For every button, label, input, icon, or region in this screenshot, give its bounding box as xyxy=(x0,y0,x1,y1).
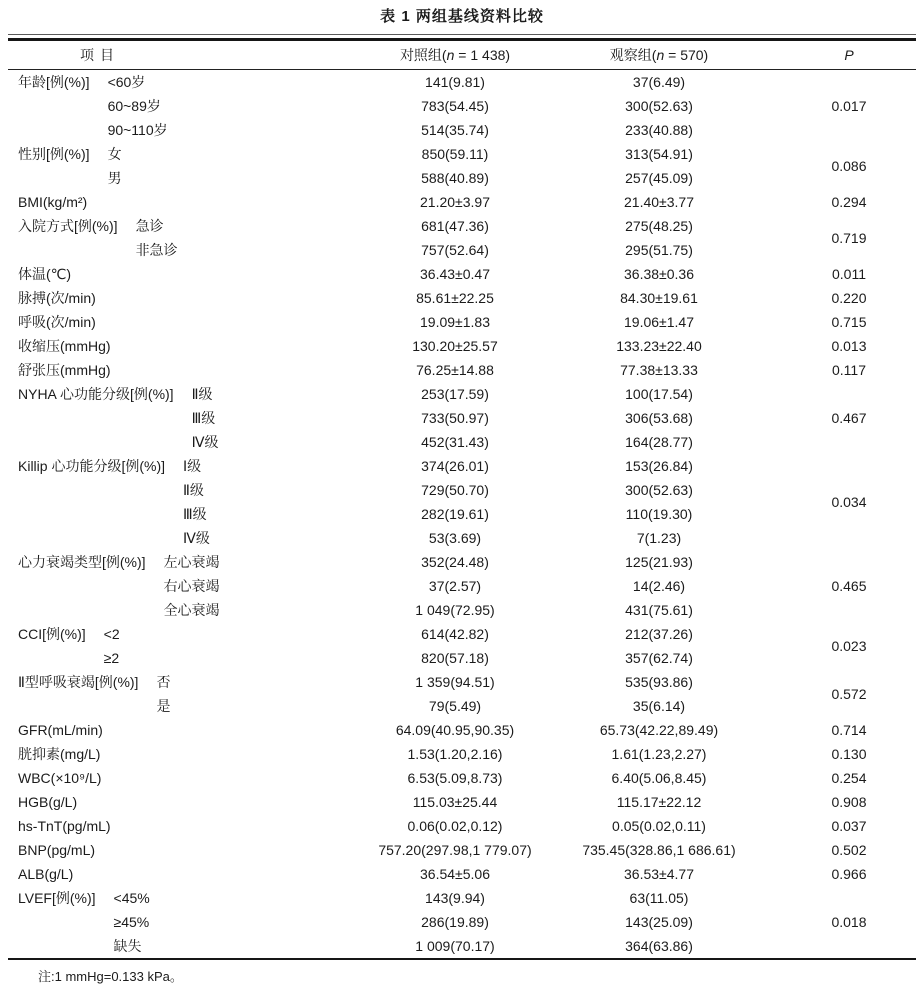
table-row xyxy=(8,886,916,910)
control-value: 286(19.89) xyxy=(421,914,489,930)
observation-value: 65.73(42.22,89.49) xyxy=(599,722,719,738)
observation-value: 133.23±22.40 xyxy=(616,338,702,354)
item-cell xyxy=(8,670,340,694)
row-group-label: GFR(mL/min) xyxy=(18,722,103,738)
control-value: 19.09±1.83 xyxy=(420,314,490,330)
control-value: 115.03±25.44 xyxy=(412,794,498,810)
control-value: 681(47.36) xyxy=(421,218,489,234)
observation-value: 115.17±22.12 xyxy=(616,794,702,810)
col-header-observation: 观察组(n = 570) xyxy=(570,41,748,70)
table-row xyxy=(8,742,916,766)
row-group-label: hs-TnT(pg/mL) xyxy=(18,818,111,834)
table-note: 注:1 mmHg=0.133 kPa。 xyxy=(38,969,183,984)
observation-value: 300(52.63) xyxy=(625,482,693,498)
p-value: 0.037 xyxy=(831,818,867,834)
row-sub-label: Ⅲ级 xyxy=(183,506,207,522)
row-sub-label: ≥45% xyxy=(113,914,150,930)
observation-value: 6.40(5.06,8.45) xyxy=(611,770,707,786)
observation-value: 535(93.86) xyxy=(625,674,693,690)
p-value: 0.023 xyxy=(831,638,867,654)
control-value: 783(54.45) xyxy=(421,98,489,114)
table-row xyxy=(8,142,916,166)
observation-value: 1.61(1.23,2.27) xyxy=(611,746,707,762)
row-group-label: NYHA 心功能分级[例(%)] xyxy=(18,386,174,402)
row-group-label: 体温(℃) xyxy=(18,266,72,282)
control-value: 79(5.49) xyxy=(428,698,482,714)
row-group-label: 性别[例(%)] xyxy=(18,146,90,162)
row-group-label: Killip 心功能分级[例(%)] xyxy=(18,458,166,474)
table-row xyxy=(8,550,916,574)
observation-value: 306(53.68) xyxy=(625,410,693,426)
observation-value: 357(62.74) xyxy=(625,650,693,666)
control-value: 729(50.70) xyxy=(421,482,489,498)
p-value: 0.502 xyxy=(831,842,867,858)
row-sub-label: Ⅳ级 xyxy=(183,530,210,546)
p-value: 0.013 xyxy=(831,338,867,354)
control-value: 0.06(0.02,0.12) xyxy=(407,818,503,834)
item-cell xyxy=(8,454,340,478)
table-title: 表 1 两组基线资料比较 xyxy=(380,8,544,25)
row-sub-label: 是 xyxy=(156,698,171,714)
observation-value: 7(1.23) xyxy=(636,530,682,546)
control-value: 820(57.18) xyxy=(421,650,489,666)
observation-value: 35(6.14) xyxy=(632,698,686,714)
observation-value: 364(63.86) xyxy=(625,938,693,954)
table-row xyxy=(8,838,916,862)
item-cell xyxy=(8,718,340,742)
table-row xyxy=(8,262,916,286)
table-row xyxy=(8,862,916,886)
item-cell xyxy=(8,694,340,718)
row-group-label: 脉搏(次/min) xyxy=(18,290,96,306)
observation-value: 275(48.25) xyxy=(625,218,693,234)
table-row xyxy=(8,718,916,742)
p-value: 0.572 xyxy=(831,686,867,702)
control-value: 36.43±0.47 xyxy=(420,266,490,282)
col-header-item: 项目 xyxy=(8,41,340,70)
row-group-label: 收缩压(mmHg) xyxy=(18,338,111,354)
observation-value: 63(11.05) xyxy=(629,890,689,906)
p-value: 0.465 xyxy=(831,578,867,594)
control-value: 588(40.89) xyxy=(421,170,489,186)
table-body xyxy=(8,70,916,959)
item-cell xyxy=(8,238,340,262)
item-cell xyxy=(8,838,340,862)
table-page xyxy=(8,0,916,985)
table-row xyxy=(8,790,916,814)
col-header-control: 对照组(n = 1 438) xyxy=(340,41,570,70)
header-row xyxy=(8,41,916,70)
observation-value: 36.53±4.77 xyxy=(624,866,694,882)
row-group-label: ALB(g/L) xyxy=(18,866,74,882)
observation-value: 735.45(328.86,1 686.61) xyxy=(582,842,736,858)
control-value: 21.20±3.97 xyxy=(420,194,490,210)
p-value: 0.719 xyxy=(831,230,867,246)
control-value: 37(2.57) xyxy=(428,578,482,594)
table-row xyxy=(8,622,916,646)
p-value: 0.130 xyxy=(831,746,867,762)
p-value: 0.017 xyxy=(831,98,867,114)
table-row xyxy=(8,334,916,358)
control-value: 141(9.81) xyxy=(425,74,485,90)
observation-value: 257(45.09) xyxy=(625,170,693,186)
p-value: 0.254 xyxy=(831,770,867,786)
p-value: 0.294 xyxy=(831,194,867,210)
table-header xyxy=(8,41,916,70)
row-sub-label: 女 xyxy=(107,146,122,162)
control-value: 374(26.01) xyxy=(421,458,489,474)
row-sub-label: 缺失 xyxy=(113,938,142,954)
control-value: 850(59.11) xyxy=(421,146,489,162)
row-sub-label: 60~89岁 xyxy=(107,98,161,114)
control-value: 6.53(5.09,8.73) xyxy=(407,770,503,786)
control-value: 614(42.82) xyxy=(421,626,489,642)
p-value: 0.467 xyxy=(831,410,867,426)
item-cell xyxy=(8,862,340,886)
observation-value: 125(21.93) xyxy=(625,554,693,570)
row-group-label: Ⅱ型呼吸衰竭[例(%)] xyxy=(18,674,139,690)
item-cell xyxy=(8,646,340,670)
item-cell xyxy=(8,214,340,238)
item-cell xyxy=(8,286,340,310)
n-variable: n xyxy=(656,47,665,63)
item-cell xyxy=(8,790,340,814)
p-value: 0.011 xyxy=(832,266,866,282)
row-sub-label: 左心衰竭 xyxy=(163,554,220,570)
row-group-label: 胱抑素(mg/L) xyxy=(18,746,101,762)
item-cell xyxy=(8,430,340,454)
table-row xyxy=(8,670,916,694)
row-sub-label: 90~110岁 xyxy=(107,122,168,138)
col-header-p: P xyxy=(748,41,916,70)
p-value: 0.086 xyxy=(831,158,867,174)
p-value: 0.034 xyxy=(831,494,867,510)
observation-value: 19.06±1.47 xyxy=(624,314,694,330)
item-cell xyxy=(8,598,340,622)
item-cell xyxy=(8,766,340,790)
row-group-label: 入院方式[例(%)] xyxy=(18,218,118,234)
table-row xyxy=(8,70,916,95)
row-group-label: HGB(g/L) xyxy=(18,794,78,810)
row-sub-label: <45% xyxy=(113,890,150,906)
control-value: 352(24.48) xyxy=(421,554,489,570)
table-row xyxy=(8,814,916,838)
control-value: 36.54±5.06 xyxy=(420,866,490,882)
item-cell xyxy=(8,574,340,598)
control-value: 733(50.97) xyxy=(421,410,489,426)
row-group-label: LVEF[例(%)] xyxy=(18,890,96,906)
item-cell xyxy=(8,118,340,142)
observation-value: 14(2.46) xyxy=(632,578,686,594)
row-sub-label: Ⅱ级 xyxy=(191,386,213,402)
observation-value: 313(54.91) xyxy=(625,146,693,162)
control-value: 143(9.94) xyxy=(425,890,485,906)
control-value: 1.53(1.20,2.16) xyxy=(407,746,503,762)
control-value: 1 049(72.95) xyxy=(415,602,495,618)
observation-value: 431(75.61) xyxy=(625,602,693,618)
table-row xyxy=(8,310,916,334)
observation-value: 100(17.54) xyxy=(625,386,693,402)
row-sub-label: 右心衰竭 xyxy=(163,578,220,594)
item-cell xyxy=(8,310,340,334)
p-value: 0.715 xyxy=(831,314,867,330)
control-value: 452(31.43) xyxy=(421,434,489,450)
observation-value: 143(25.09) xyxy=(625,914,693,930)
item-cell xyxy=(8,502,340,526)
row-sub-label: Ⅲ级 xyxy=(191,410,216,426)
item-cell xyxy=(8,358,340,382)
row-sub-label: 全心衰竭 xyxy=(163,602,220,618)
table-row xyxy=(8,766,916,790)
control-value: 130.20±25.57 xyxy=(412,338,498,354)
observation-value: 110(19.30) xyxy=(625,506,693,522)
control-value: 253(17.59) xyxy=(421,386,489,402)
n-variable: n xyxy=(446,47,455,63)
observation-value: 21.40±3.77 xyxy=(624,194,694,210)
row-sub-label: <60岁 xyxy=(107,74,146,90)
p-value: 0.714 xyxy=(831,722,867,738)
observation-value: 0.05(0.02,0.11) xyxy=(612,818,706,834)
table-row xyxy=(8,358,916,382)
item-cell xyxy=(8,166,340,190)
control-value: 1 009(70.17) xyxy=(415,938,495,954)
row-sub-label: Ⅳ级 xyxy=(191,434,219,450)
item-cell xyxy=(8,622,340,646)
observation-value: 300(52.63) xyxy=(625,98,693,114)
row-group-label: 呼吸(次/min) xyxy=(18,314,96,330)
table-row xyxy=(8,286,916,310)
table-row xyxy=(8,214,916,238)
p-value: 0.220 xyxy=(831,290,867,306)
p-value: 0.117 xyxy=(832,362,866,378)
item-cell xyxy=(8,910,340,934)
p-value: 0.908 xyxy=(831,794,867,810)
row-group-label: WBC(×10⁹/L) xyxy=(18,770,102,786)
control-value: 85.61±22.25 xyxy=(416,290,494,306)
item-cell xyxy=(8,190,340,214)
item-cell xyxy=(8,814,340,838)
item-cell xyxy=(8,334,340,358)
baseline-table xyxy=(8,41,916,958)
table-row xyxy=(8,382,916,406)
item-cell xyxy=(8,886,340,910)
item-cell xyxy=(8,550,340,574)
control-value: 53(3.69) xyxy=(428,530,482,546)
row-group-label: 年龄[例(%)] xyxy=(18,74,90,90)
item-cell xyxy=(8,478,340,502)
item-cell xyxy=(8,70,340,95)
observation-value: 37(6.49) xyxy=(632,74,686,90)
item-cell xyxy=(8,934,340,958)
row-group-label: BNP(pg/mL) xyxy=(18,842,96,858)
row-sub-label: 急诊 xyxy=(135,218,164,234)
observation-value: 36.38±0.36 xyxy=(624,266,694,282)
row-group-label: CCI[例(%)] xyxy=(18,626,86,642)
observation-value: 84.30±19.61 xyxy=(620,290,698,306)
row-sub-label: <2 xyxy=(103,626,120,642)
observation-value: 295(51.75) xyxy=(625,242,693,258)
table-row xyxy=(8,454,916,478)
item-cell xyxy=(8,142,340,166)
row-sub-label: Ⅰ级 xyxy=(183,458,202,474)
row-sub-label: Ⅱ级 xyxy=(183,482,204,498)
item-cell xyxy=(8,526,340,550)
control-value: 757(52.64) xyxy=(421,242,489,258)
control-value: 282(19.61) xyxy=(421,506,489,522)
item-cell xyxy=(8,742,340,766)
row-group-label: 舒张压(mmHg) xyxy=(18,362,111,378)
control-value: 1 359(94.51) xyxy=(415,674,495,690)
p-value: 0.966 xyxy=(831,866,867,882)
observation-value: 233(40.88) xyxy=(625,122,693,138)
row-sub-label: 非急诊 xyxy=(135,242,178,258)
row-sub-label: 男 xyxy=(107,170,122,186)
item-cell xyxy=(8,406,340,430)
item-cell xyxy=(8,262,340,286)
observation-value: 212(37.26) xyxy=(625,626,693,642)
control-value: 76.25±14.88 xyxy=(416,362,494,378)
table-row xyxy=(8,190,916,214)
control-value: 514(35.74) xyxy=(421,122,489,138)
row-group-label: BMI(kg/m²) xyxy=(18,194,88,210)
row-group-label: 心力衰竭类型[例(%)] xyxy=(18,554,146,570)
item-cell xyxy=(8,94,340,118)
top-rule-thin xyxy=(8,34,916,35)
row-sub-label: 否 xyxy=(156,674,171,690)
item-cell xyxy=(8,382,340,406)
control-value: 757.20(297.98,1 779.07) xyxy=(378,842,532,858)
control-value: 64.09(40.95,90.35) xyxy=(395,722,515,738)
observation-value: 164(28.77) xyxy=(625,434,693,450)
p-value: 0.018 xyxy=(831,914,867,930)
observation-value: 77.38±13.33 xyxy=(620,362,698,378)
row-sub-label: ≥2 xyxy=(103,650,120,666)
observation-value: 153(26.84) xyxy=(625,458,693,474)
